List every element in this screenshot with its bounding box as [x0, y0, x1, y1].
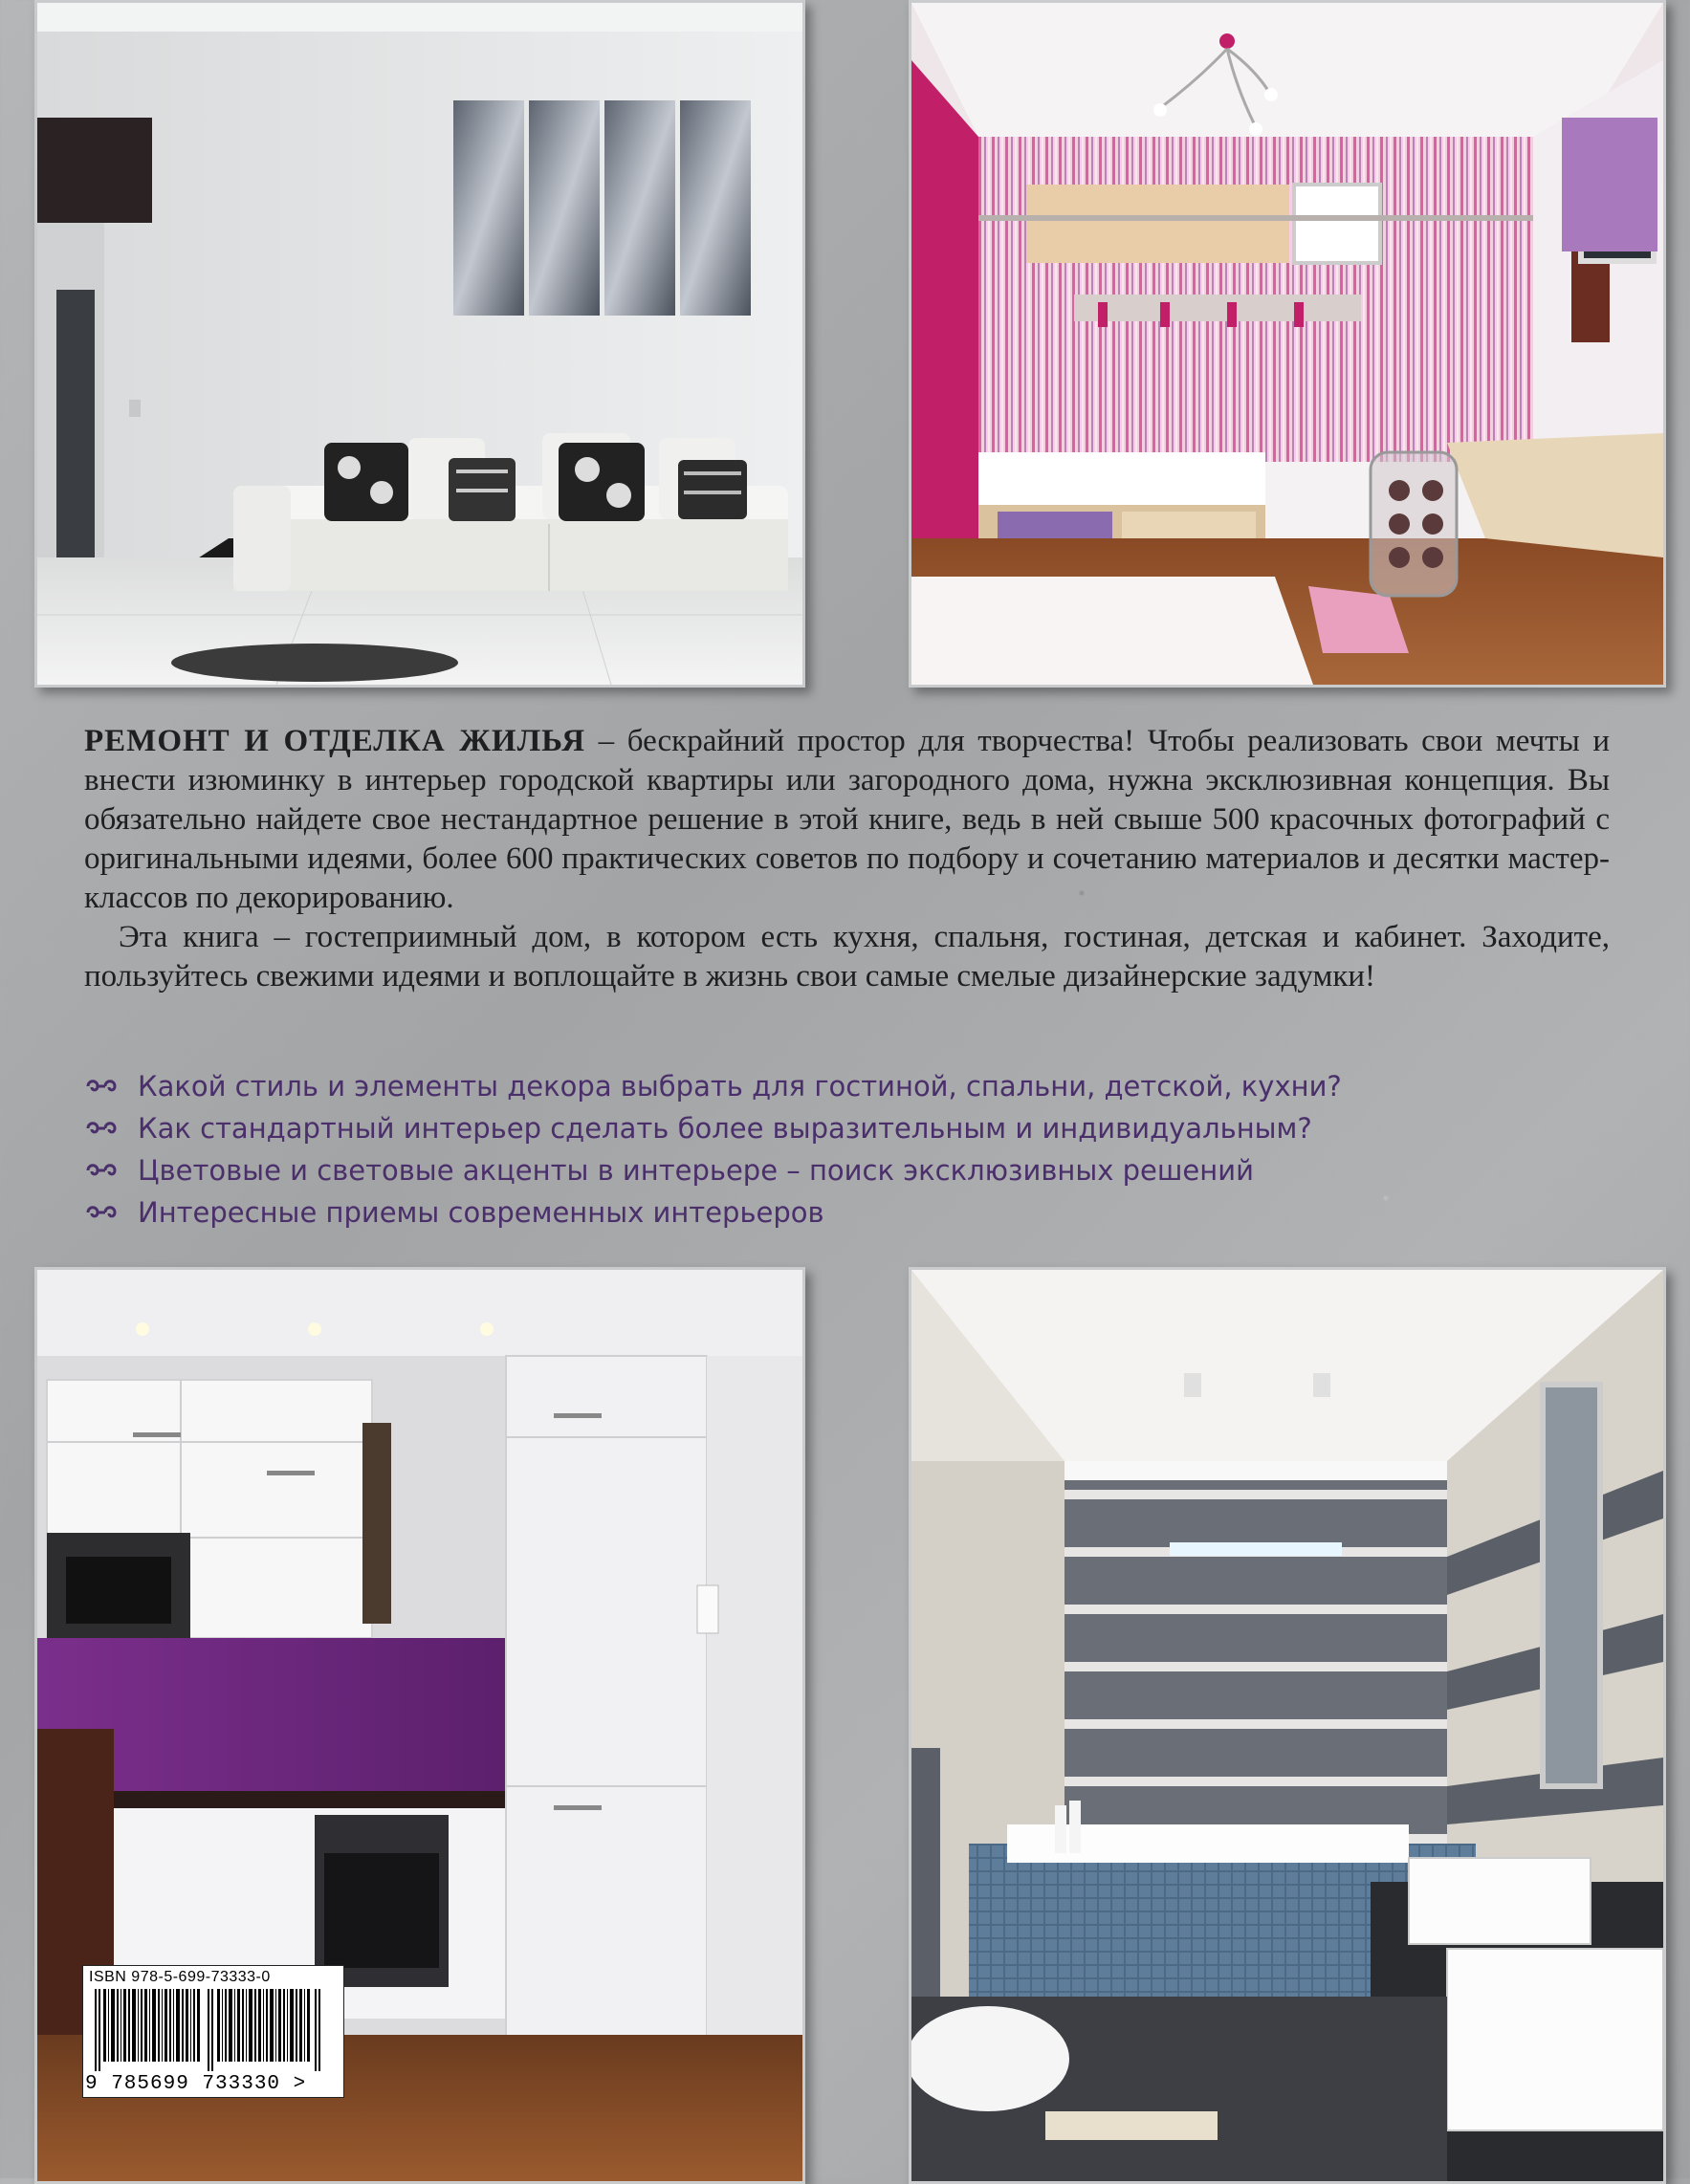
barcode-icon	[95, 1989, 332, 2071]
kids-room-photo	[909, 0, 1666, 688]
living-room-photo	[34, 0, 805, 688]
living-room-illustration	[37, 3, 802, 685]
paragraph-1-text: – бескрайний простор для творчества! Чтобы реализовать свои мечты и внести изюминку в интерьер городской квартиры или загородного дома, нужна эксклюзивная концепция. Вы обязательно найдете свое нестандартное решение в этой книге, ведь в ней свыше 500 красочных фотографий с оригинальными идеями, более 600 практических советов по подбору и сочетанию материалов и десятки мастер-классов по декорированию.	[84, 724, 1610, 915]
upper-cabinets	[47, 1380, 391, 1638]
ornament-bullet-icon	[84, 1203, 122, 1222]
bathroom-photo	[909, 1267, 1666, 2184]
ornament-bullet-icon	[84, 1161, 122, 1180]
description-paragraph-2: Эта книга – гостеприимный дом, в котором есть кухня, спальня, гостиная, детская и кабинет. Заходите, пользуйтесь свежими идеями и воплощайте в жизнь свои самые смелые дизайнерские задумки!	[84, 920, 1610, 994]
isbn-number: ISBN 978-5-699-73333-0	[89, 1969, 271, 1985]
list-item-text: Интересные приемы современных интерьеров	[138, 1196, 824, 1229]
list-item	[84, 1107, 1519, 1149]
purple-cabinet	[1562, 118, 1657, 251]
shag-rug	[171, 644, 458, 682]
list-item	[84, 1191, 1519, 1234]
ornament-bullet-icon	[84, 1119, 122, 1138]
toilet	[911, 2006, 1069, 2111]
lead-phrase: РЕМОНТ И ОТДЕЛКА ЖИЛЬЯ	[84, 724, 586, 758]
list-item-text: Как стандартный интерьер сделать более выразительным и индивидуальным?	[138, 1112, 1312, 1145]
sink	[1409, 1858, 1591, 1944]
barcode-digits: 9 785699 733330 >	[85, 2073, 307, 2095]
ornament-bullet-icon	[84, 1077, 122, 1096]
list-item-text: Цветовые и световые акценты в интерьере – поиск эксклюзивных решений	[138, 1154, 1254, 1187]
description-paragraph-1	[84, 722, 1610, 918]
book-description	[84, 722, 1610, 996]
list-item	[84, 1065, 1519, 1107]
bathroom-illustration	[911, 1270, 1663, 2181]
isbn-barcode-block	[82, 1965, 344, 2098]
wall-mirror	[1543, 1385, 1600, 1786]
feature-list	[84, 1065, 1519, 1234]
tall-fridge-cabinet	[506, 1356, 707, 2140]
list-item-text: Какой стиль и элементы декора выбрать для гостиной, спальни, детской, кухни?	[138, 1070, 1342, 1103]
list-item	[84, 1149, 1519, 1191]
kids-room-illustration	[911, 3, 1663, 685]
sink	[1447, 1949, 1663, 2130]
striped-tile-wall	[1064, 1480, 1447, 1844]
bed	[911, 577, 1313, 685]
acrylic-chair	[1371, 452, 1457, 596]
